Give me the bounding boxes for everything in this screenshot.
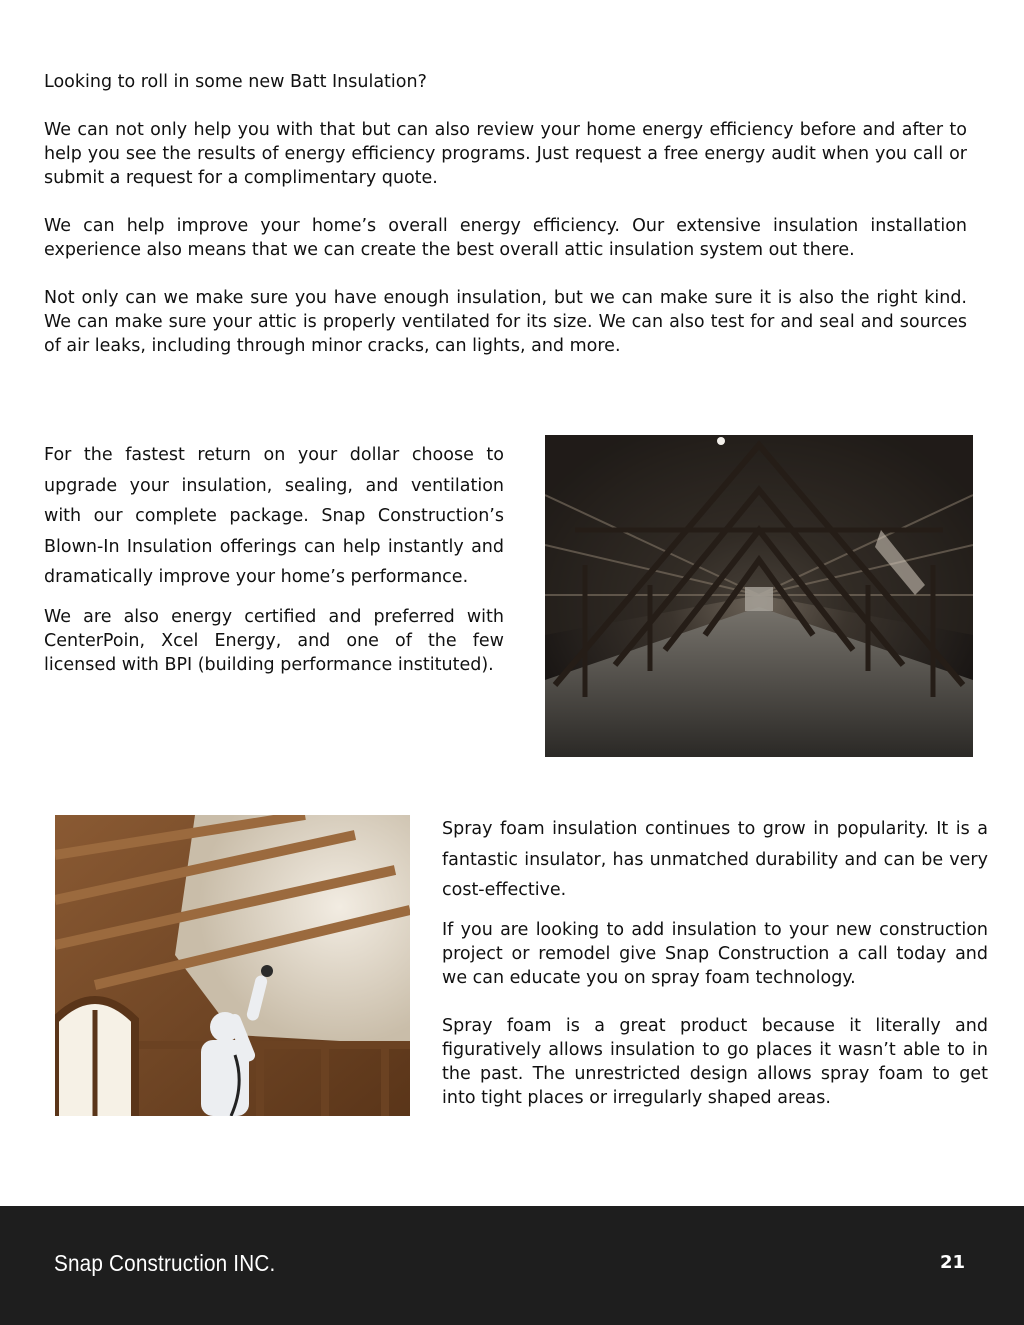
- spray-foam-paragraph: Spray foam is a great product because it literally and figuratively allows insulation to go places it wasn’t able to in the past. The unrestricted design allows spray foam to get into tight places or irregularly shaped areas.: [442, 1015, 988, 1108]
- intro-paragraph: We can help improve your home’s overall energy efficiency. Our extensive insulation installation experience also means that we can create the best overall attic insulation system out there.: [44, 216, 967, 260]
- page-footer: [0, 1206, 1024, 1325]
- intro-paragraph: Not only can we make sure you have enough insulation, but we can make sure it is also the right kind. We can make sure your attic is properly ventilated for its size. We can also test for and seal and sources of air leaks, including through minor cracks, can lights, and more.: [44, 288, 967, 356]
- spray-foam-section: [442, 814, 988, 1134]
- page-number: 21: [939, 1252, 965, 1273]
- intro-section: [44, 70, 967, 382]
- spray-foam-paragraph: Spray foam insulation continues to grow in popularity. It is a fantastic insulator, has unmatched durability and can be very cost-effective.: [442, 819, 988, 900]
- footer-brand: Snap Construction INC.: [54, 1250, 276, 1276]
- blown-in-section: [44, 440, 504, 677]
- blown-in-paragraph: We are also energy certified and preferred with CenterPoin, Xcel Energy, and one of the few licensed with BPI (building performance instituted).: [44, 606, 504, 675]
- spray-foam-photo: [55, 815, 410, 1116]
- attic-photo: [545, 435, 973, 757]
- blown-in-paragraph: For the fastest return on your dollar choose to upgrade your insulation, sealing, and ventilation with our complete package. Snap Construction’s Blown-In Insulation offerings can help instantly and dramatically improve your home’s performance.: [44, 445, 504, 587]
- spray-foam-paragraph: If you are looking to add insulation to your new construction project or remodel give Snap Construction a call today and we can educate you on spray foam technology.: [442, 919, 988, 988]
- intro-paragraph: We can not only help you with that but can also review your home energy efficiency before and after to help you see the results of energy efficiency programs. Just request a free energy audit when you call or submit a request for a complimentary quote.: [44, 120, 967, 188]
- intro-heading: Looking to roll in some new Batt Insulation?: [44, 72, 427, 92]
